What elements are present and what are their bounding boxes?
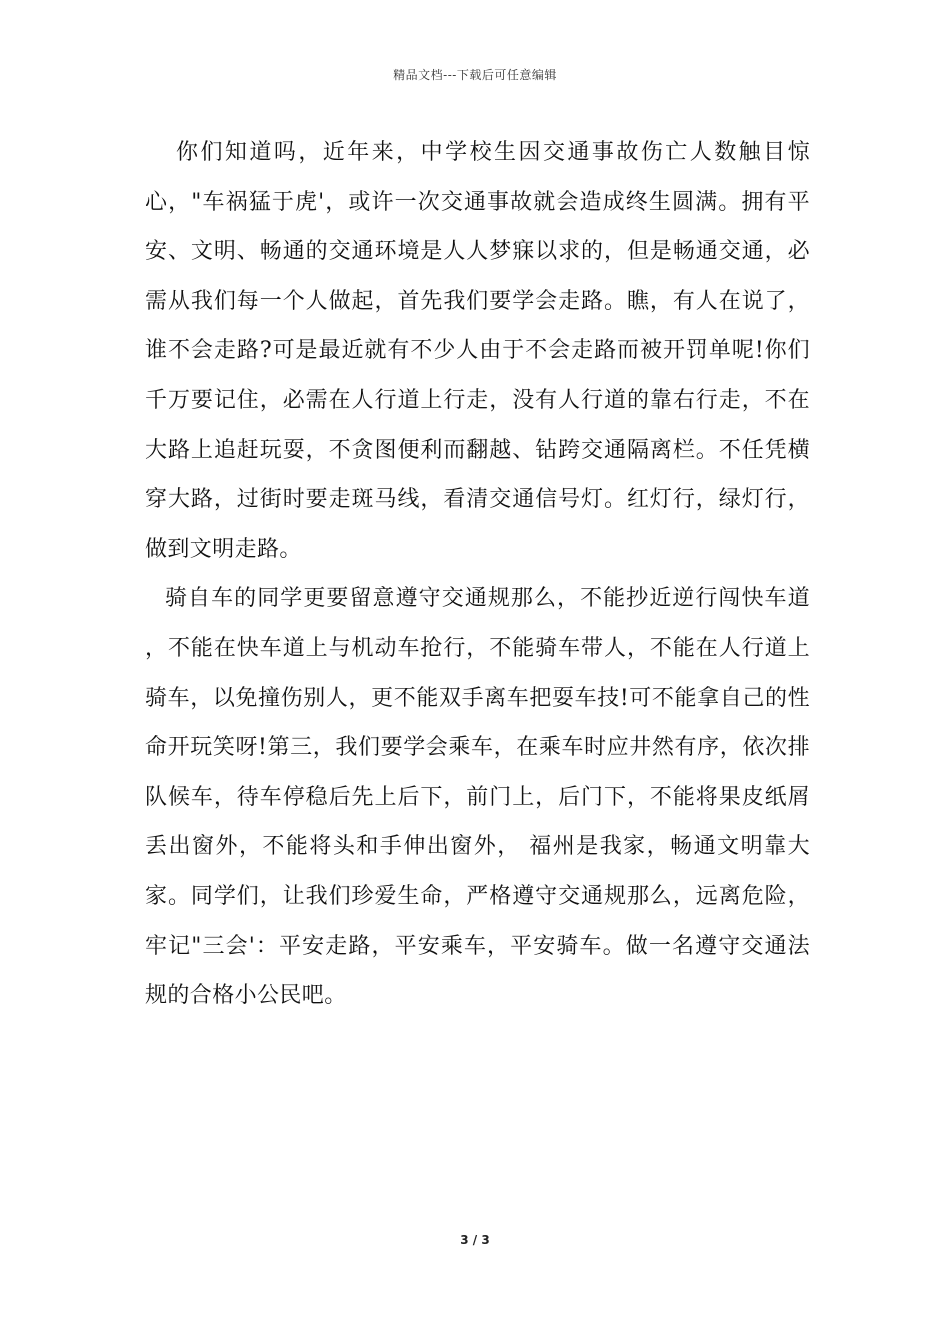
paragraph-2: 骑自车的同学更要留意遵守交通规那么，不能抄近逆行闯快车道 ，不能在快车道上与机动车抢行，不能骑车带人，不能在人行道上骑车，以免撞伤别人，更不能双手离车把耍车技!可不能拿自己的性命开玩笑呀!第三，我们要学会乘车，在乘车时应井然有序，依次排队候车，待车停稳后先上后下，前门上，后门下，不能将果皮纸屑丢出窗外，不能将头和手伸出窗外， 福州是我家，畅通文明靠大家。同学们，让我们珍爱生命，严格遵守交通规那么，远离危险，牢记"三会'：平安走路，平安乘车，平安骑车。做一名遵守交通法规的合格小公民吧。 (145, 586, 810, 1009)
page-number: 3 / 3 (460, 1233, 490, 1247)
document-body (145, 128, 810, 1021)
paragraph-1: 你们知道吗，近年来，中学校生因交通事故伤亡人数触目惊心，"车祸猛于虎'，或许一次交通事故就会造成终生圆满。拥有平安、文明、畅通的交通环境是人人梦寐以求的，但是畅通交通，必需从我们每一个人做起，首先我们要学会走路。瞧，有人在说了，谁不会走路?可是最近就有不少人由于不会走路而被开罚单呢!你们千万要记住，必需在人行道上行走，没有人行道的靠右行走，不在大路上追赶玩耍，不贪图便利而翻越、钻跨交通隔离栏。不任凭横穿大路，过街时要走斑马线，看清交通信号灯。红灯行，绿灯行，做到文明走路。 (145, 140, 810, 562)
page-header: 精品文档---下载后可任意编辑 (393, 68, 557, 82)
